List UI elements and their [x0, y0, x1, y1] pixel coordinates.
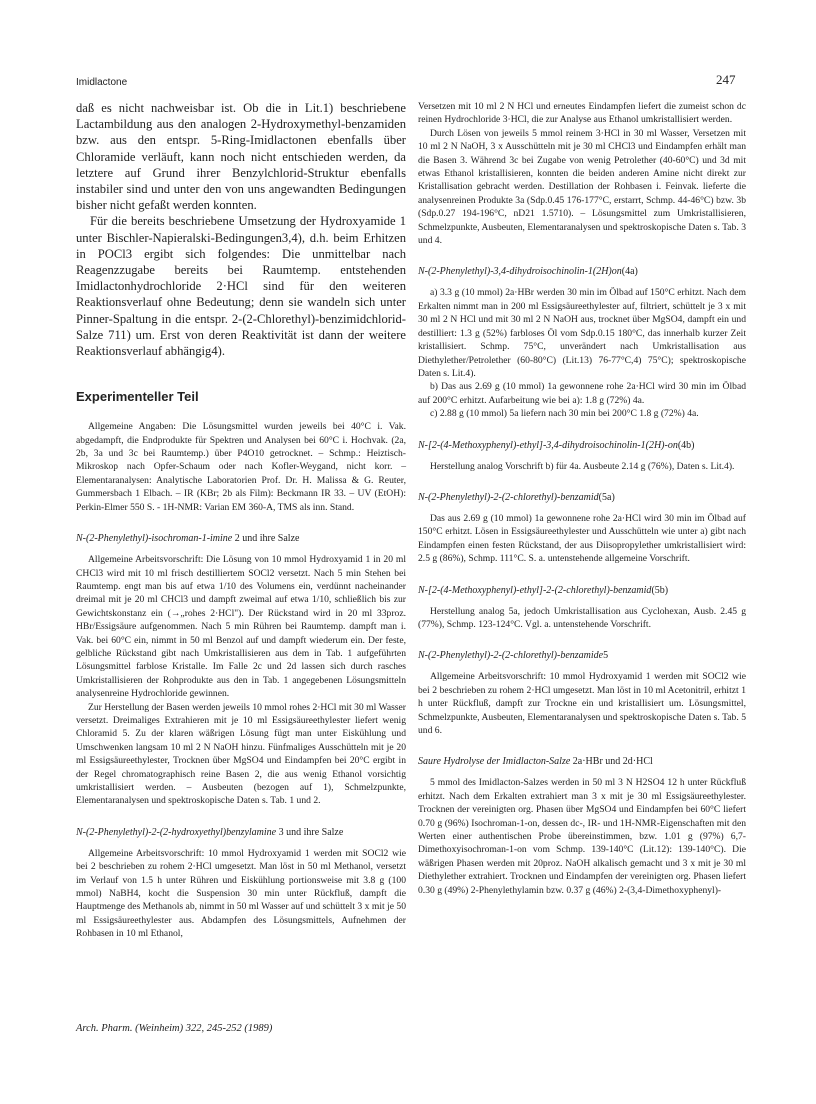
heading-suffix: (5a): [598, 491, 615, 503]
procedure-heading: [418, 491, 746, 504]
left-column: [76, 100, 406, 941]
procedure-paragraph: Allgemeine Arbeitsvorschrift: 10 mmol Hydroxyamid 1 werden mit SOCl2 wie bei 2 beschrieben zu rohem 2·HCl umgesetzt. Man löst in 10 ml Acetonitril, erhitzt 1 h unter Rückfluß, dampft zur Trockne ein und kristallisiert um. Lösungsmittel, Schmelzpunkte, Ausbeuten, Elementaranalysen und spektroskopische Daten s. Tab. 5 und 6.: [418, 671, 746, 736]
procedure-paragraph: Allgemeine Arbeitsvorschrift: Die Lösung von 10 mmol Hydroxyamid 1 in 20 ml CHCl3 wird mit 10 ml frisch destilliertem SOCl2 versetzt. Nach 5 min Stehen bei Raumtemp. engt man bis auf etwa 1/10 des Volumens ein, verdünnt nacheinander dreimal mit je 20 ml CHCl3 und dampft zweimal auf etwa 1/10, schließlich bis zur Gewichtskonstanz ein (→„rohes 2·HCl"). Der Rückstand wird in 20 ml 33proz. HBr/Essigsäure aufgenommen. Nach 5 min Rühren bei Raumtemp. dampft man i. Vak. bei 60°C ein, nimmt in 50 ml Benzol auf und dampft wiederum ein. Der feste, gelbliche Rückstand gibt nach Umkristallisieren aus dem in Tab. 1 aufgeführten Lösungsmittel farblose Kristalle. Im Falle 2c und 2d lassen sich durch rasches Umkristallisieren der Rohprodukte aus den in Tab. 1 angegebenen Lösungsmitteln analysenreine Hydrochloride gewinnen.: [76, 554, 406, 700]
journal-citation-footer: Arch. Pharm. (Weinheim) 322, 245-252 (1989): [76, 1023, 273, 1034]
heading-suffix: 5: [603, 650, 609, 662]
heading-suffix: (5b): [651, 584, 669, 596]
heading-suffix: 2a·HBr und 2d·HCl: [570, 756, 653, 768]
procedure-heading: [418, 439, 746, 452]
procedure-paragraph: Versetzen mit 10 ml 2 N HCl und erneutes Eindampfen liefert die zumeist schon dc reinen Hydrochloride 3·HCl, die zur Analyse aus Ethanol umkristallisiert werden.: [418, 101, 746, 126]
heading-suffix: (4b): [677, 439, 695, 451]
compound-name: N-[2-(4-Methoxyphenyl)-ethyl]-2-(2-chlorethyl)-benzamid: [418, 584, 652, 596]
procedure-paragraph: Das aus 2.69 g (10 mmol) 1a gewonnene rohe 2a·HCl wird 30 min im Ölbad auf 150°C erhitzt. Lösen in Essigsäureethylester und Ausschütteln wie unter a) gibt nach Eindampfen einen festen Rückstand, der aus Diisopropylether umkristallisiert wird: 2.5 g (86%), Schmp. 111°C. S. a. untenstehende allgemeine Vorschrift.: [418, 512, 746, 565]
section-heading: Experimenteller Teil: [76, 389, 199, 405]
procedure-heading: [76, 532, 406, 545]
procedure-paragraph: Herstellung analog Vorschrift b) für 4a. Ausbeute 2.14 g (76%), Daten s. Lit.4).: [430, 460, 735, 472]
page-number: 247: [716, 72, 736, 87]
compound-name: N-(2-Phenylethyl)-2-(2-chlorethyl)-benzamid: [418, 491, 599, 503]
heading-suffix: (4a): [621, 266, 638, 278]
compound-name: N-(2-Phenylethyl)-3,4-dihydroisochinolin-1(2H)on: [418, 266, 622, 278]
right-column: [418, 100, 746, 897]
procedure-heading: [418, 265, 746, 278]
procedure-paragraph: Zur Herstellung der Basen werden jeweils 10 mmol rohes 2·HCl mit 30 ml Wasser versetzt. Dreimaliges Extrahieren mit je 10 ml Essigsäureethylester liefert wenig Chloramid 5. Zu der klaren wäßrigen Lösung fügt man unter Eiskühlung und Umschwenken langsam 10 ml 2 N NaOH hinzu. Fünfmaliges Ausschütteln mit je 20 ml Essigsäureethylester, Trocknen über MgSO4 und Eindampfen bei 20°C ergibt in der Regel chromatographisch reine Basen 2, die aus wenig Ethanol vorsichtig umkristallisiert werden. – Ausbeuten (bezogen auf 1), Schmelzpunkte, Elementaranalysen und spektroskopische Daten s. Tab. 1 und 2.: [76, 701, 406, 807]
compound-name: Saure Hydrolyse der Imidlacton-Salze: [418, 756, 571, 768]
body-paragraph: Für die bereits beschriebene Umsetzung der Hydroxyamide 1 unter Bischler-Napieralski-Bedingungen3,4), d.h. beim Erhitzen in POCl3 ergibt sich folgendes: Die unmittelbar nach Reagenzzugabe bereits bei Raumtemp. entstehenden Imidlactonhydrochloride 2·HCl sind für den weiteren Reaktionsverlauf ohne Bedeutung; denn sie wandeln sich unter Pinner-Spaltung in die entspr. 2-(2-Chlorethyl)-benzimidchlorid-Salze 711) um. Erst von deren Reaktivität ist dann der weitere Reaktionsverlauf abhängig4).: [76, 214, 406, 359]
running-head: Imidlactone: [76, 77, 128, 88]
procedure-paragraph: b) Das aus 2.69 g (10 mmol) 1a gewonnene rohe 2a·HCl wird 30 min im Ölbad auf 200°C erhitzt. Aufarbeitung wie bei a): 1.8 g (72%) 4a.: [418, 381, 746, 406]
procedure-heading: [418, 755, 746, 768]
procedure-paragraph: c) 2.88 g (10 mmol) 5a liefern nach 30 min bei 200°C 1.8 g (72%) 4a.: [430, 408, 699, 420]
compound-name: N-(2-Phenylethyl)-isochroman-1-imine: [76, 533, 233, 545]
compound-name: N-(2-Phenylethyl)-2-(2-chlorethyl)-benzamide: [418, 650, 604, 662]
procedure-heading: [418, 649, 746, 662]
procedure-paragraph: Herstellung analog 5a, jedoch Umkristallisation aus Cyclohexan, Ausb. 2.45 g (77%), Schmp. 123-124°C. Vgl. a. untenstehende Vorschrift.: [418, 605, 746, 630]
procedure-heading: [418, 584, 746, 597]
body-paragraph: daß es nicht nachweisbar ist. Ob die in Lit.1) beschriebene Lactambildung aus den analogen 2-Hydroxymethyl-benzamiden bzw. aus den entspr. 5-Ring-Imidlactonen ebenfalls über Chloramide verläuft, kann noch nicht entschieden werden, da letztere auf Grund ihrer Benzylchlorid-Struktur ebenfalls instabiler sind und unter den von uns angewandten Bedingungen bisher nicht gefaßt werden konnten.: [76, 101, 406, 213]
compound-name: N-[2-(4-Methoxyphenyl)-ethyl]-3,4-dihydroisochinolin-1(2H)-on: [418, 439, 678, 451]
heading-suffix: 2 und ihre Salze: [232, 533, 300, 545]
procedure-paragraph: Durch Lösen von jeweils 5 mmol reinem 3·HCl in 30 ml Wasser, Versetzen mit 10 ml 2 N NaOH, 3 x Ausschütteln mit je 30 ml CHCl3 und Eindampfen erhält man die Basen 3. Während 3c bei Zugabe von wenig Petrolether (40-60°C) und 3d mit etwas Ethanol kristallisieren, konnten die beiden anderen Amine nicht direkt zur Kristallisation gebracht werden. Destillation der Rohbasen i. Feinvak. lieferte die analysenreinen Produkte 3a (Sdp.0.45 176-177°C, erstarrt, Schmp. 44-46°C) bzw. 3b (Sdp.0.27 194-196°C, nD21 1.5710). – Lösungsmittel zum Umkristallisieren, Schmelzpunkte, Ausbeuten, Elementaranalysen und spektroskopische Daten s. Tab. 3 und 4.: [418, 127, 746, 247]
compound-name: N-(2-Phenylethyl)-2-(2-hydroxyethyl)benzylamine: [76, 826, 277, 838]
procedure-paragraph: a) 3.3 g (10 mmol) 2a·HBr werden 30 min im Ölbad auf 150°C erhitzt. Nach dem Erkalten nimmt man in 200 ml Essigsäureethylester auf, filtriert, schüttelt je 3 x mit 30 ml 2 N HCl und mit 30 ml 2 N NaOH aus, trocknet über MgSO4, dampft ein und destilliert: 1.3 g (52%) farbloses Öl vom Sdp.0.15 180°C, das innerhalb kurzer Zeit kristallisiert. Schmp. 75°C, unverändert nach Umkristallisation aus Diethylether/Petrolether (60-80°C) (Lit.13) 76-77°C,4) 75°C); spektroskopische Daten s. Lit.4).: [418, 287, 746, 379]
procedure-paragraph: Allgemeine Arbeitsvorschrift: 10 mmol Hydroxyamid 1 werden mit SOCl2 wie bei 2 beschrieben zu rohem 2·HCl umgesetzt. Man löst in 50 ml Methanol, versetzt im Verlauf von 1.5 h unter Rühren und Eiskühlung portionsweise mit 3.8 g (100 mmol) NaBH4, kocht die Suspension 30 min unter Rückfluß, dampft die Hauptmenge des Methanols ab, nimmt in 50 ml Wasser auf und schüttelt 3 x mit je 50 ml Essigsäureethylester aus. Abdampfen des Lösungsmittels, Aufnehmen der Rohbasen in 10 ml Ethanol,: [76, 847, 406, 940]
heading-suffix: 3 und ihre Salze: [276, 826, 344, 838]
procedure-heading: [76, 826, 406, 839]
procedure-paragraph: 5 mmol des Imidlacton-Salzes werden in 50 ml 3 N H2SO4 12 h unter Rückfluß erhitzt. Nach dem Erkalten extrahiert man 3 x mit je 30 ml Essigsäureethylester. Trocknen der vereinigten org. Phasen über MgSO4 und Eindampfen bei 60°C liefert 0.70 g (96%) Isochroman-1-on, dessen dc-, IR- und 1H-NMR-Eigenschaften mit den Werten einer authentischen Probe übereinstimmen, bzw. 1.01 g (97%) 6,7-Dimethoxyisochroman-1-on vom Schmp. 139-140°C (Lit.12): 139-140°C). Die wäßrigen Phasen werden mit 20proz. NaOH alkalisch gemacht und 3 x mit je 30 ml Diethylether extrahiert. Trocknen und Eindampfen der vereinigten org. Phasen liefert 0.30 g (49%) 2-Phenylethylamin bzw. 0.37 g (46%) 2-(3,4-Dimethoxyphenyl)-: [418, 777, 746, 896]
general-notes-paragraph: Allgemeine Angaben: Die Lösungsmittel wurden jeweils bei 40°C i. Vak. abgedampft, die Endprodukte für Spektren und Analysen bei 60°C i. Hochvak. (2a, 2b, 3a und 3c bei Raumtemp.) über P4O10 getrocknet. – Schmp.: Heiztisch-Mikroskop nach Opfer-Schaum oder nach Kofler-Weygand, nicht korr. – Elementaranalysen: Analytische Laboratorien Prof. Dr. H. Malissa & G. Reuter, Gummersbach 1 Elbach. – IR (KBr; 2b als Film): Beckmann IR 33. – UV (EtOH): Perkin-Elmer 550 S. - 1H-NMR: Varian EM 360-A, TMS als inn. Stand.: [76, 421, 406, 513]
